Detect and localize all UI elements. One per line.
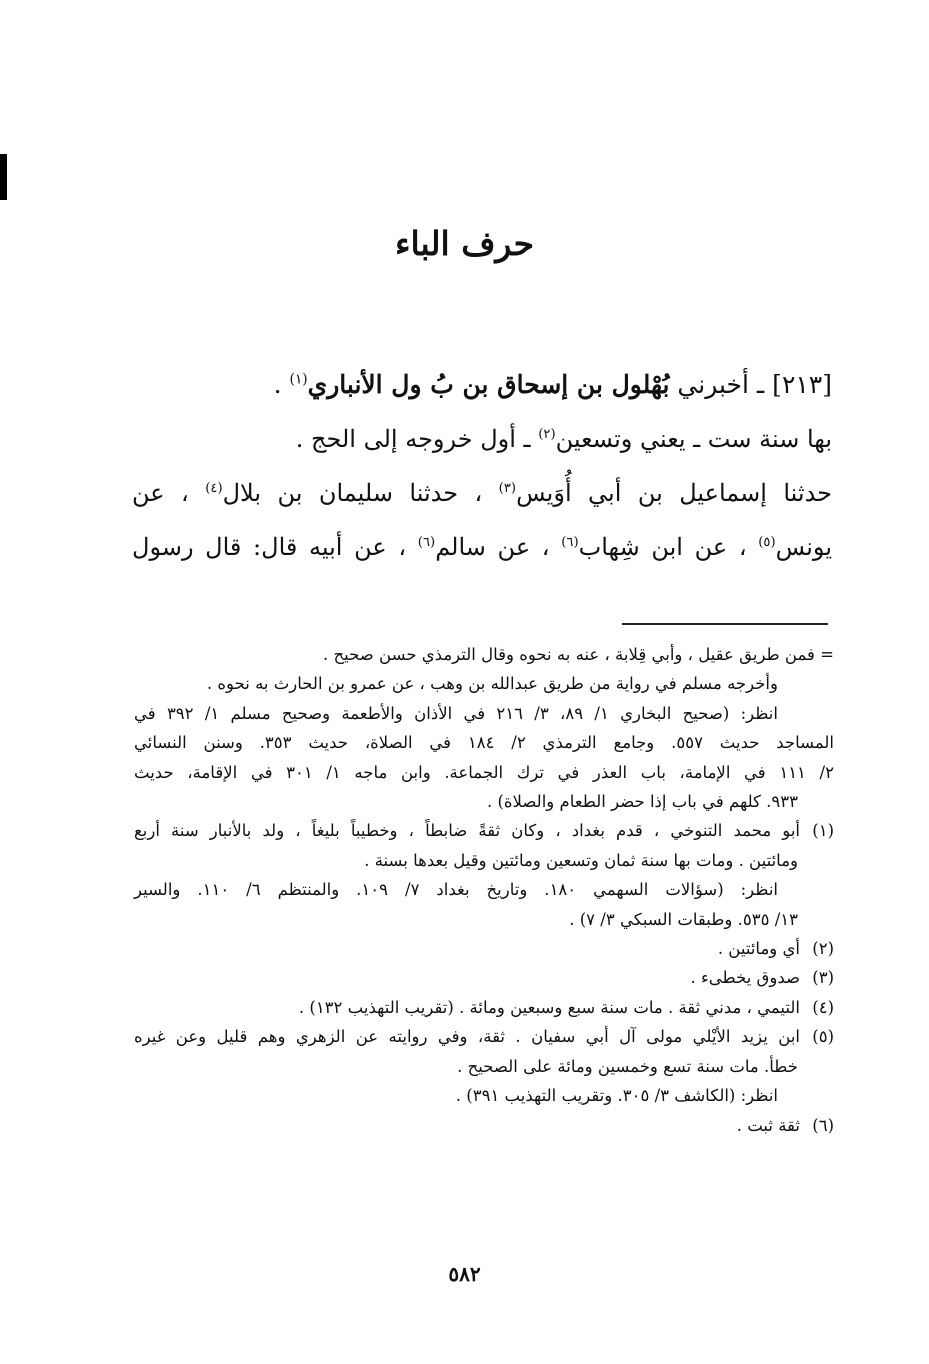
footnote-separator xyxy=(622,623,828,625)
entry-text: . xyxy=(273,370,290,399)
entry-line-1 xyxy=(132,358,832,412)
footnote-text: صدوق يخطىء . xyxy=(690,968,800,988)
entry-line-3 xyxy=(132,466,832,520)
footnotes xyxy=(134,640,834,1140)
footnote-ref: (٦) xyxy=(561,535,579,550)
footnote-ref: (٤) xyxy=(205,481,223,496)
main-text xyxy=(132,358,832,574)
footnote-ref: (٦) xyxy=(417,535,436,550)
entry-text: حدثنا إسماعيل بن أبي أُوَيس xyxy=(516,479,832,507)
entry-text: ـ أخبرني xyxy=(669,370,773,399)
footnote-4 xyxy=(134,993,834,1022)
footnote-6 xyxy=(134,1111,834,1140)
page-edge-mark xyxy=(0,154,7,200)
footnote-number: (٣) xyxy=(812,968,834,988)
footnote-1-line: ١٣/ ٥٣٥. وطبقات السبكي ٣/ ٧) . xyxy=(569,909,798,929)
footnote-text: التيمي ، مدني ثقة . مات سنة سبع وسبعين ومائة . (تقريب التهذيب ١٣٢) . xyxy=(298,997,800,1017)
footnote-number: (٥) xyxy=(812,1027,834,1047)
footnote-text: ابن يزيد الأيْلي مولى آل أبي سفيان . ثقة، وفي روايته عن الزهري وهم قليل وعن غيره xyxy=(134,1027,800,1047)
entry-text: ، عن xyxy=(132,479,206,507)
footnote-ref: (١) xyxy=(289,371,308,388)
footnote-continuation-line: انظر: (صحيح البخاري ١/ ٨٩، ٣/ ٢١٦ في الأذان والأطعمة وصحيح مسلم ١/ ٣٩٢ في xyxy=(134,703,778,723)
footnote-number: (٦) xyxy=(812,1115,834,1135)
section-title: حرف الباء xyxy=(394,224,535,263)
footnote-1-line: ومائتين . ومات بها سنة ثمان وتسعين ومائتين وقيل بعدها بسنة . xyxy=(364,850,798,870)
footnote-2 xyxy=(134,934,834,963)
entry-line-4 xyxy=(132,520,832,574)
footnote-5 xyxy=(134,1022,834,1051)
footnote-5-line: خطأ. مات سنة تسع وخمسين ومائة على الصحيح . xyxy=(457,1056,798,1076)
footnote-ref: (٢) xyxy=(538,427,556,442)
footnote-continuation-line: ٩٣٣. كلهم في باب إذا حضر الطعام والصلاة) . xyxy=(486,792,798,812)
footnote-text: ثقة ثبت . xyxy=(736,1115,800,1135)
entry-text: ، عن أبيه قال: قال رسول xyxy=(132,533,418,561)
entry-text: ـ أول خروجه إلى الحج . xyxy=(295,425,539,453)
footnote-5-line: انظر: (الكاشف ٣/ ٣٠٥. وتقريب التهذيب ٣٩١) . xyxy=(455,1086,778,1106)
footnote-3 xyxy=(134,963,834,992)
footnote-ref: (٣) xyxy=(498,481,517,496)
narrator-name: بُهْلول بن إسحاق بن بُ ول الأنباري xyxy=(307,370,670,399)
entry-text: ، حدثنا سليمان بن بلال xyxy=(222,479,499,507)
footnote-continuation-line: = فمن طريق عقيل ، وأبي قِلابة ، عنه به نحوه وقال الترمذي حسن صحيح . xyxy=(323,645,834,664)
entry-number: [٢١٣] xyxy=(772,370,832,399)
footnote-text: أبو محمد التنوخي ، قدم بغداد ، وكان ثقةً ضابطاً ، وخطيباً بليغاً ، ولد بالأنبار سنة أربع xyxy=(134,821,800,841)
entry-text: ، عن سالم xyxy=(435,533,562,561)
footnote-1 xyxy=(134,816,834,845)
footnote-text: أي ومائتين . xyxy=(717,939,800,959)
footnote-number: (٤) xyxy=(812,997,834,1017)
footnote-1-line: انظر: (سؤالات السهمي ١٨٠. وتاريخ بغداد ٧/ ١٠٩. والمنتظم ٦/ ١١٠. والسير xyxy=(134,880,779,900)
footnote-continuation-line: وأخرجه مسلم في رواية من طريق عبدالله بن وهب ، عن عمرو بن الحارث به نحوه . xyxy=(206,674,778,694)
footnote-continuation-line: ٢/ ١١١ في الإمامة، باب العذر في ترك الجماعة. وابن ماجه ١/ ٣٠١ في الإقامة، حديث xyxy=(134,762,834,782)
entry-text: بها سنة ست ـ يعني وتسعين xyxy=(555,425,832,453)
footnote-number: (١) xyxy=(812,821,834,841)
footnote-ref: (٥) xyxy=(758,535,776,550)
footnote-continuation-line: المساجد حديث ٥٥٧. وجامع الترمذي ٢/ ١٨٤ في الصلاة، حديث ٣٥٣. وسنن النسائي xyxy=(134,733,835,753)
entry-text: يونس xyxy=(775,533,832,561)
page-number: ٥٨٢ xyxy=(448,1262,481,1286)
entry-text: ، عن ابن شِهاب xyxy=(578,533,759,561)
footnote-number: (٢) xyxy=(812,939,834,959)
entry-line-2 xyxy=(132,412,832,466)
